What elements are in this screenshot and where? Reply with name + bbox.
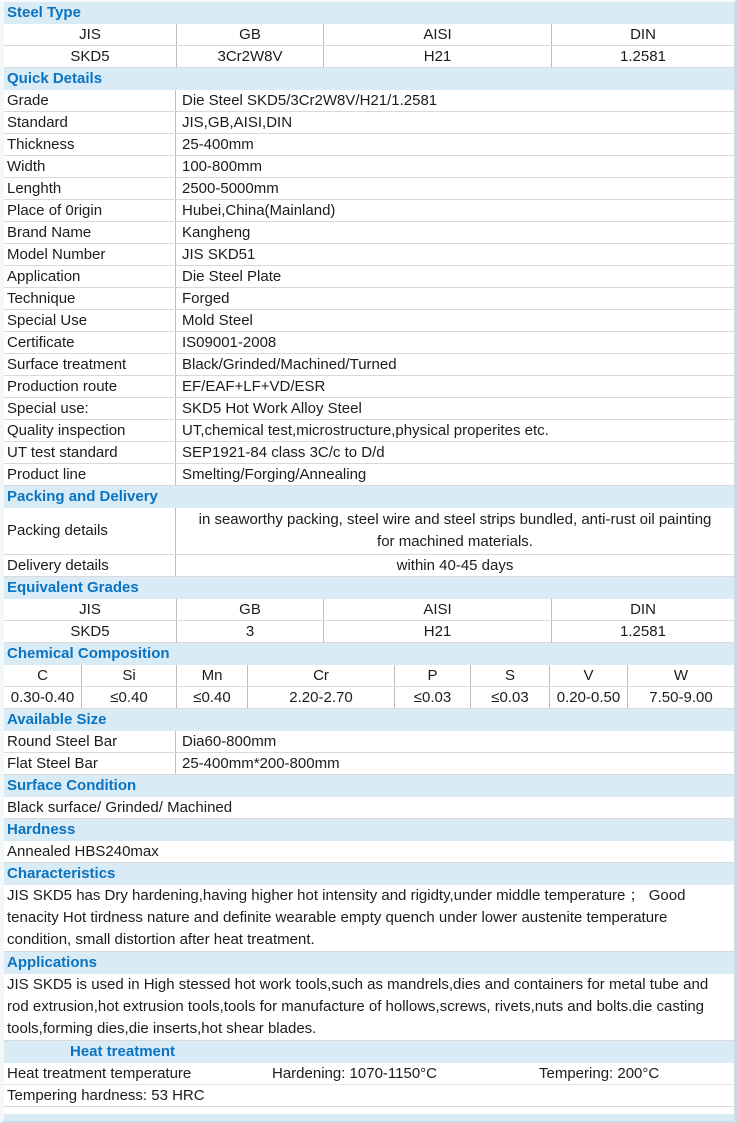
- table-row: [4, 555, 734, 577]
- table-row: [4, 464, 734, 486]
- table-row: [4, 112, 734, 134]
- table-row: [4, 731, 734, 753]
- cell: 0.20-0.50: [549, 687, 627, 708]
- cell: H21: [323, 46, 551, 67]
- table-row: [4, 442, 734, 464]
- section-header-steel-type: Steel Type: [4, 2, 734, 24]
- hardening-value: Hardening: 1070-1150°C: [272, 1065, 437, 1082]
- column-header: S: [470, 665, 549, 686]
- row-value: within 40-45 days: [396, 557, 514, 574]
- row-value: Die Steel SKD5/3Cr2W8V/H21/1.2581: [182, 92, 438, 109]
- row-label: Special use:: [4, 398, 176, 419]
- equivalent-grades-value-row: [4, 621, 734, 643]
- chemical-composition-header-row: [4, 665, 734, 687]
- heat-treatment-row: [4, 1063, 734, 1085]
- section-header-heat-treatment: Heat treatment: [4, 1041, 734, 1063]
- section-header-characteristics: Characteristics: [4, 863, 734, 885]
- column-header: W: [627, 665, 734, 686]
- row-value: Hubei,China(Mainland): [182, 202, 336, 219]
- row-value: Mold Steel: [182, 312, 253, 329]
- row-value: Black/Grinded/Machined/Turned: [182, 356, 397, 373]
- section-header-applications: Applications: [4, 952, 734, 974]
- section-header-quick-details: Quick Details: [4, 68, 734, 90]
- row-label: Flat Steel Bar: [4, 753, 176, 774]
- row-value: EF/EAF+LF+VD/ESR: [182, 378, 326, 395]
- row-value: JIS SKD51: [182, 246, 256, 263]
- table-row: [4, 222, 734, 244]
- column-header: DIN: [551, 599, 734, 620]
- row-label: Place of 0rigin: [4, 200, 176, 221]
- row-label: Standard: [4, 112, 176, 133]
- table-row: [4, 332, 734, 354]
- row-label: Round Steel Bar: [4, 731, 176, 752]
- row-value: in seaworthy packing, steel wire and steel strips bundled, anti-rust oil painting for machined materials.: [198, 511, 712, 550]
- cell: 3: [176, 621, 323, 642]
- applications-text: JIS SKD5 is used in High stessed hot work tools,such as mandrels,dies and containers for metal tube and rod extrusion,hot extrusion tools,tools for manufacture of hollows,screws, rivets,nuts and bolts.die casting tools,forming dies,die inserts,hot shear blades.: [4, 974, 734, 1041]
- row-value: 2500-5000mm: [182, 180, 279, 197]
- cell: ≤0.40: [176, 687, 247, 708]
- row-label: Application: [4, 266, 176, 287]
- table-row: [4, 178, 734, 200]
- row-value: Smelting/Forging/Annealing: [182, 466, 367, 483]
- section-header-available-size: Available Size: [4, 709, 734, 731]
- row-label: Product line: [4, 464, 176, 485]
- cell: 7.50-9.00: [627, 687, 734, 708]
- table-row: [4, 310, 734, 332]
- column-header: AISI: [323, 24, 551, 45]
- table-row: [4, 376, 734, 398]
- hardness-text: Annealed HBS240max: [4, 841, 734, 863]
- row-value: 100-800mm: [182, 158, 263, 175]
- cell: 2.20-2.70: [247, 687, 394, 708]
- cell: 3Cr2W8V: [176, 46, 323, 67]
- row-value: Die Steel Plate: [182, 268, 282, 285]
- section-header-packing-delivery: Packing and Delivery: [4, 486, 734, 508]
- table-row: [4, 90, 734, 112]
- row-label: Certificate: [4, 332, 176, 353]
- table-row: [4, 134, 734, 156]
- surface-condition-text: Black surface/ Grinded/ Machined: [4, 797, 734, 819]
- row-value: Kangheng: [182, 224, 251, 241]
- bottom-strip: [4, 1114, 734, 1121]
- column-header: GB: [176, 24, 323, 45]
- section-header-hardness: Hardness: [4, 819, 734, 841]
- table-row: [4, 398, 734, 420]
- row-label: UT test standard: [4, 442, 176, 463]
- cell: SKD5: [70, 623, 110, 640]
- table-row: [4, 753, 734, 775]
- row-label: Grade: [4, 90, 176, 111]
- tempering-hardness-text: Tempering hardness: 53 HRC: [4, 1085, 734, 1107]
- row-value: Dia60-800mm: [182, 733, 277, 750]
- row-value: 25-400mm*200-800mm: [182, 755, 340, 772]
- table-row: [4, 156, 734, 178]
- cell: 1.2581: [551, 621, 734, 642]
- table-row: [4, 420, 734, 442]
- row-value: JIS,GB,AISI,DIN: [182, 114, 293, 131]
- cell: ≤0.03: [394, 687, 470, 708]
- cell: SKD5: [70, 48, 110, 65]
- table-row: [4, 288, 734, 310]
- table-row: [4, 354, 734, 376]
- row-label: Packing details: [4, 508, 176, 554]
- column-header: GB: [176, 599, 323, 620]
- section-header-chemical-composition: Chemical Composition: [4, 643, 734, 665]
- steel-type-header-row: [4, 24, 734, 46]
- row-label: Brand Name: [4, 222, 176, 243]
- table-row: [4, 266, 734, 288]
- heat-treatment-temperature-label: Heat treatment temperature: [7, 1065, 192, 1082]
- column-header: Mn: [176, 665, 247, 686]
- column-header: V: [549, 665, 627, 686]
- cell: 0.30-0.40: [10, 689, 75, 706]
- characteristics-text: JIS SKD5 has Dry hardening,having higher hot intensity and rigidty,under middle temperature ； Good tenacity Hot tirdness nature and definite wearable empty quench under lower austenite temperature condition, small distortion after heat treatment.: [4, 885, 734, 952]
- row-label: Quality inspection: [4, 420, 176, 441]
- row-label: Technique: [4, 288, 176, 309]
- column-header: JIS: [79, 601, 101, 618]
- row-value: Forged: [182, 290, 230, 307]
- row-label: Model Number: [4, 244, 176, 265]
- row-value: SKD5 Hot Work Alloy Steel: [182, 400, 362, 417]
- column-header: P: [394, 665, 470, 686]
- row-value: IS09001-2008: [182, 334, 277, 351]
- column-header: Cr: [247, 665, 394, 686]
- row-value: SEP1921-84 class 3C/c to D/d: [182, 444, 385, 461]
- column-header: Si: [81, 665, 176, 686]
- cell: ≤0.03: [470, 687, 549, 708]
- table-row: [4, 244, 734, 266]
- cell: ≤0.40: [81, 687, 176, 708]
- table-row: [4, 508, 734, 555]
- tempering-value: Tempering: 200°C: [539, 1065, 660, 1082]
- section-header-equivalent-grades: Equivalent Grades: [4, 577, 734, 599]
- row-label: Delivery details: [4, 555, 176, 576]
- section-header-surface-condition: Surface Condition: [4, 775, 734, 797]
- row-label: Surface treatment: [4, 354, 176, 375]
- row-label: Special Use: [4, 310, 176, 331]
- chemical-composition-value-row: [4, 687, 734, 709]
- cell: H21: [323, 621, 551, 642]
- row-value: UT,chemical test,microstructure,physical properites etc.: [182, 422, 549, 439]
- column-header: JIS: [79, 26, 101, 43]
- cell: 1.2581: [551, 46, 734, 67]
- column-header: AISI: [323, 599, 551, 620]
- steel-type-value-row: [4, 46, 734, 68]
- row-label: Lenghth: [4, 178, 176, 199]
- equivalent-grades-header-row: [4, 599, 734, 621]
- row-value: 25-400mm: [182, 136, 254, 153]
- row-label: Production route: [4, 376, 176, 397]
- row-label: Thickness: [4, 134, 176, 155]
- column-header: DIN: [551, 24, 734, 45]
- table-row: [4, 200, 734, 222]
- column-header: C: [37, 667, 48, 684]
- row-label: Width: [4, 156, 176, 177]
